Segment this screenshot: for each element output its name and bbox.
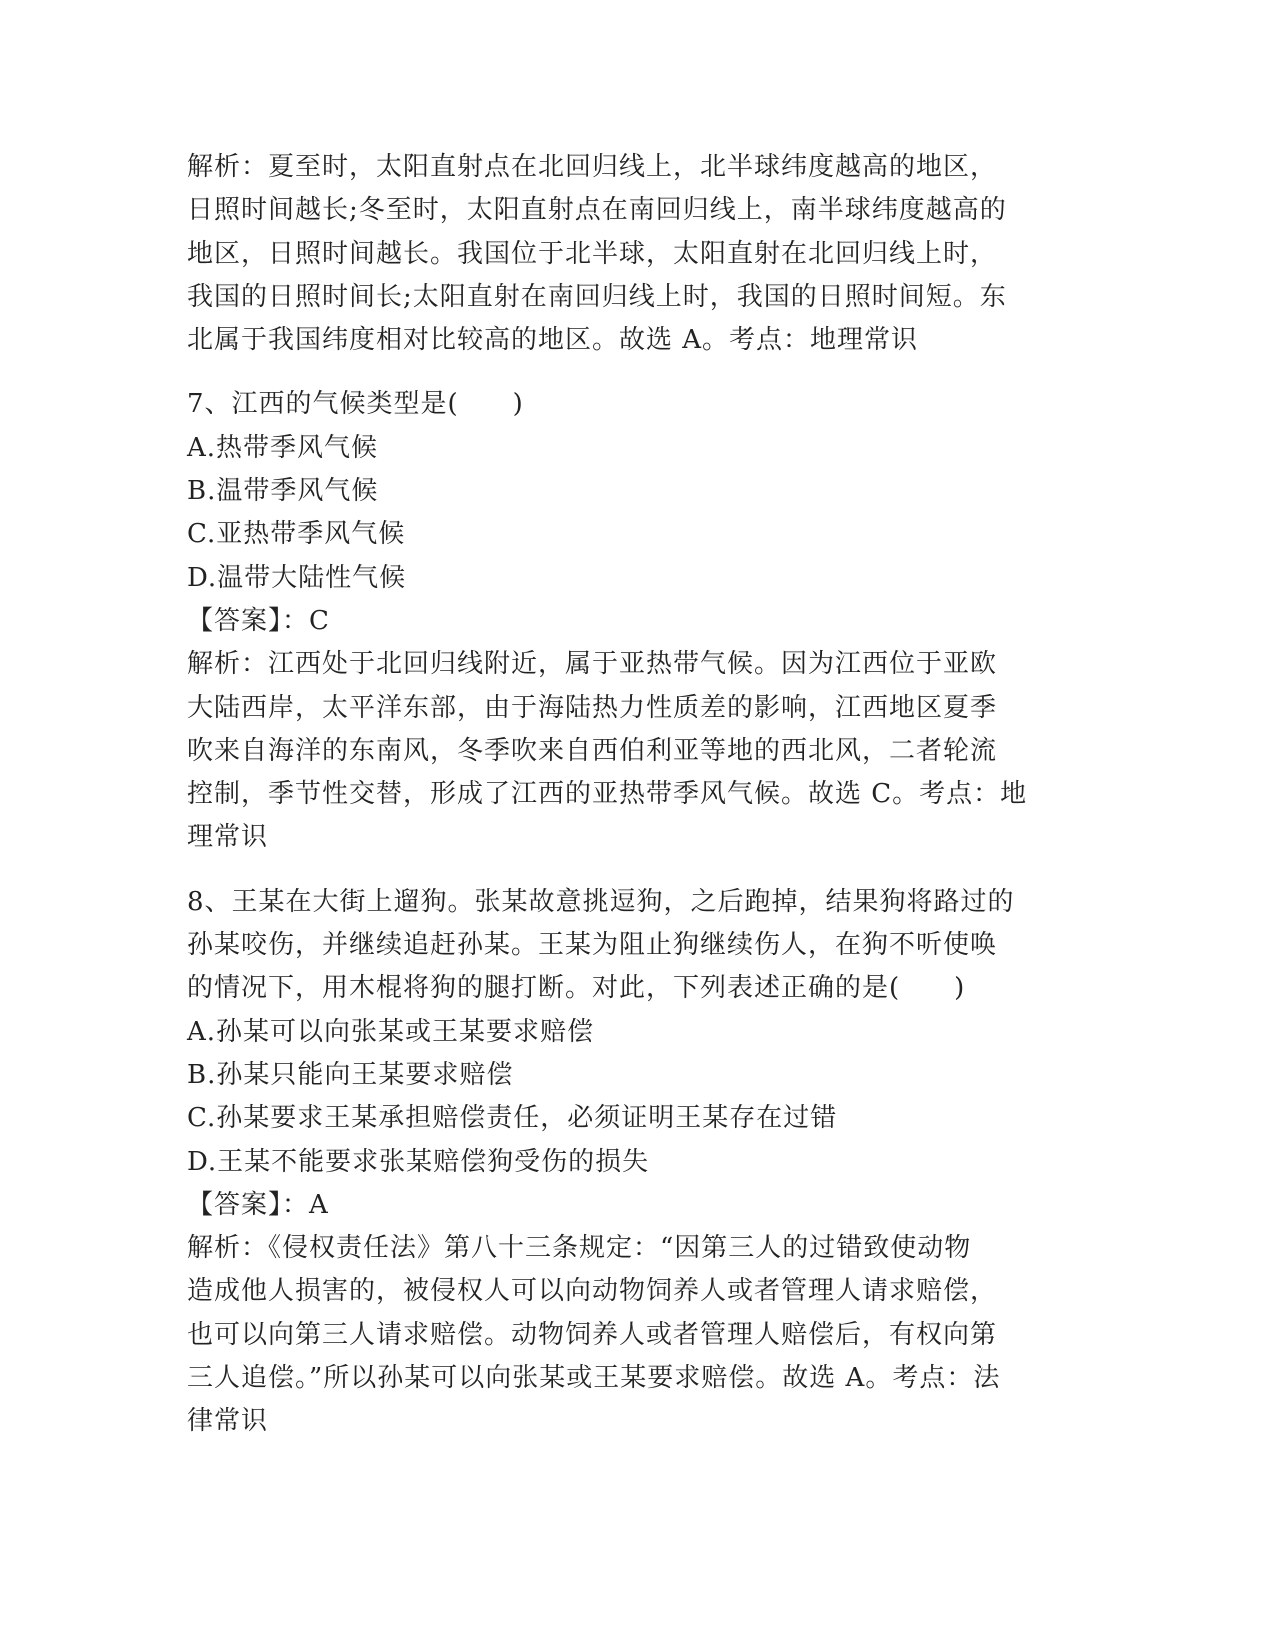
question-7-option-a: A.热带季风气候 [187,432,379,463]
page-content [187,146,1067,1444]
question-8-analysis-line: 三人追偿。”所以孙某可以向张某或王某要求赔偿。故选 A。考点：法 [187,1363,1001,1394]
spacer [187,362,1067,383]
question-7 [187,383,1067,859]
question-8-text-line: 孙某咬伤，并继续追赶孙某。王某为阻止狗继续伤人，在狗不听使唤 [187,930,998,961]
question-7-analysis-line: 控制，季节性交替，形成了江西的亚热带季风气候。故选 C。考点：地 [187,779,1028,810]
question-8 [187,881,1067,1444]
spacer [187,860,1067,881]
question-7-analysis-line: 解析：江西处于北回归线附近，属于亚热带气候。因为江西位于亚欧 [187,649,998,680]
analysis-line: 日照时间越长;冬至时，太阳直射点在南回归线上，南半球纬度越高的 [187,195,1007,226]
question-7-answer: 【答案】：C [187,605,330,636]
question-8-analysis-line: 也可以向第三人请求赔偿。动物饲养人或者管理人赔偿后，有权向第 [187,1319,998,1350]
question-7-analysis-line: 理常识 [187,822,269,853]
analysis-line: 解析：夏至时，太阳直射点在北回归线上，北半球纬度越高的地区， [187,152,998,182]
question-8-analysis-line: 律常识 [187,1406,269,1437]
question-8-option-b: B.孙某只能向王某要求赔偿 [187,1059,514,1090]
question-8-text-line: 8、王某在大街上遛狗。张某故意挑逗狗，之后跑掉，结果狗将路过的 [187,886,1015,917]
question-8-option-c: C.孙某要求王某承担赔偿责任，必须证明王某存在过错 [187,1103,838,1134]
previous-analysis [187,146,1067,362]
question-7-analysis-line: 大陆西岸，太平洋东部，由于海陆热力性质差的影响，江西地区夏季 [187,692,998,723]
question-7-option-b: B.温带季风气候 [187,476,379,507]
question-7-analysis-line: 吹来自海洋的东南风，冬季吹来自西伯利亚等地的西北风，二者轮流 [187,735,998,766]
question-8-option-d: D.王某不能要求张某赔偿狗受伤的损失 [187,1146,650,1177]
question-8-analysis-line: 解析：《侵权责任法》第八十三条规定：“因第三人的过错致使动物 [187,1233,972,1264]
question-7-option-c: C.亚热带季风气候 [187,519,406,550]
analysis-line: 地区，日照时间越长。我国位于北半球，太阳直射在北回归线上时， [187,238,998,269]
analysis-line: 我国的日照时间长;太阳直射在南回归线上时，我国的日照时间短。东 [187,281,1007,312]
question-8-analysis-line: 造成他人损害的，被侵权人可以向动物饲养人或者管理人请求赔偿， [187,1276,998,1307]
question-8-answer: 【答案】：A [187,1189,329,1220]
question-8-text-line: 的情况下，用木棍将狗的腿打断。对此，下列表述正确的是( ) [187,973,966,1004]
analysis-line: 北属于我国纬度相对比较高的地区。故选 A。考点：地理常识 [187,325,919,356]
question-7-option-d: D.温带大陆性气候 [187,562,407,593]
question-7-text: 7、江西的气候类型是( ) [187,389,524,420]
question-8-option-a: A.孙某可以向张某或王某要求赔偿 [187,1016,595,1047]
